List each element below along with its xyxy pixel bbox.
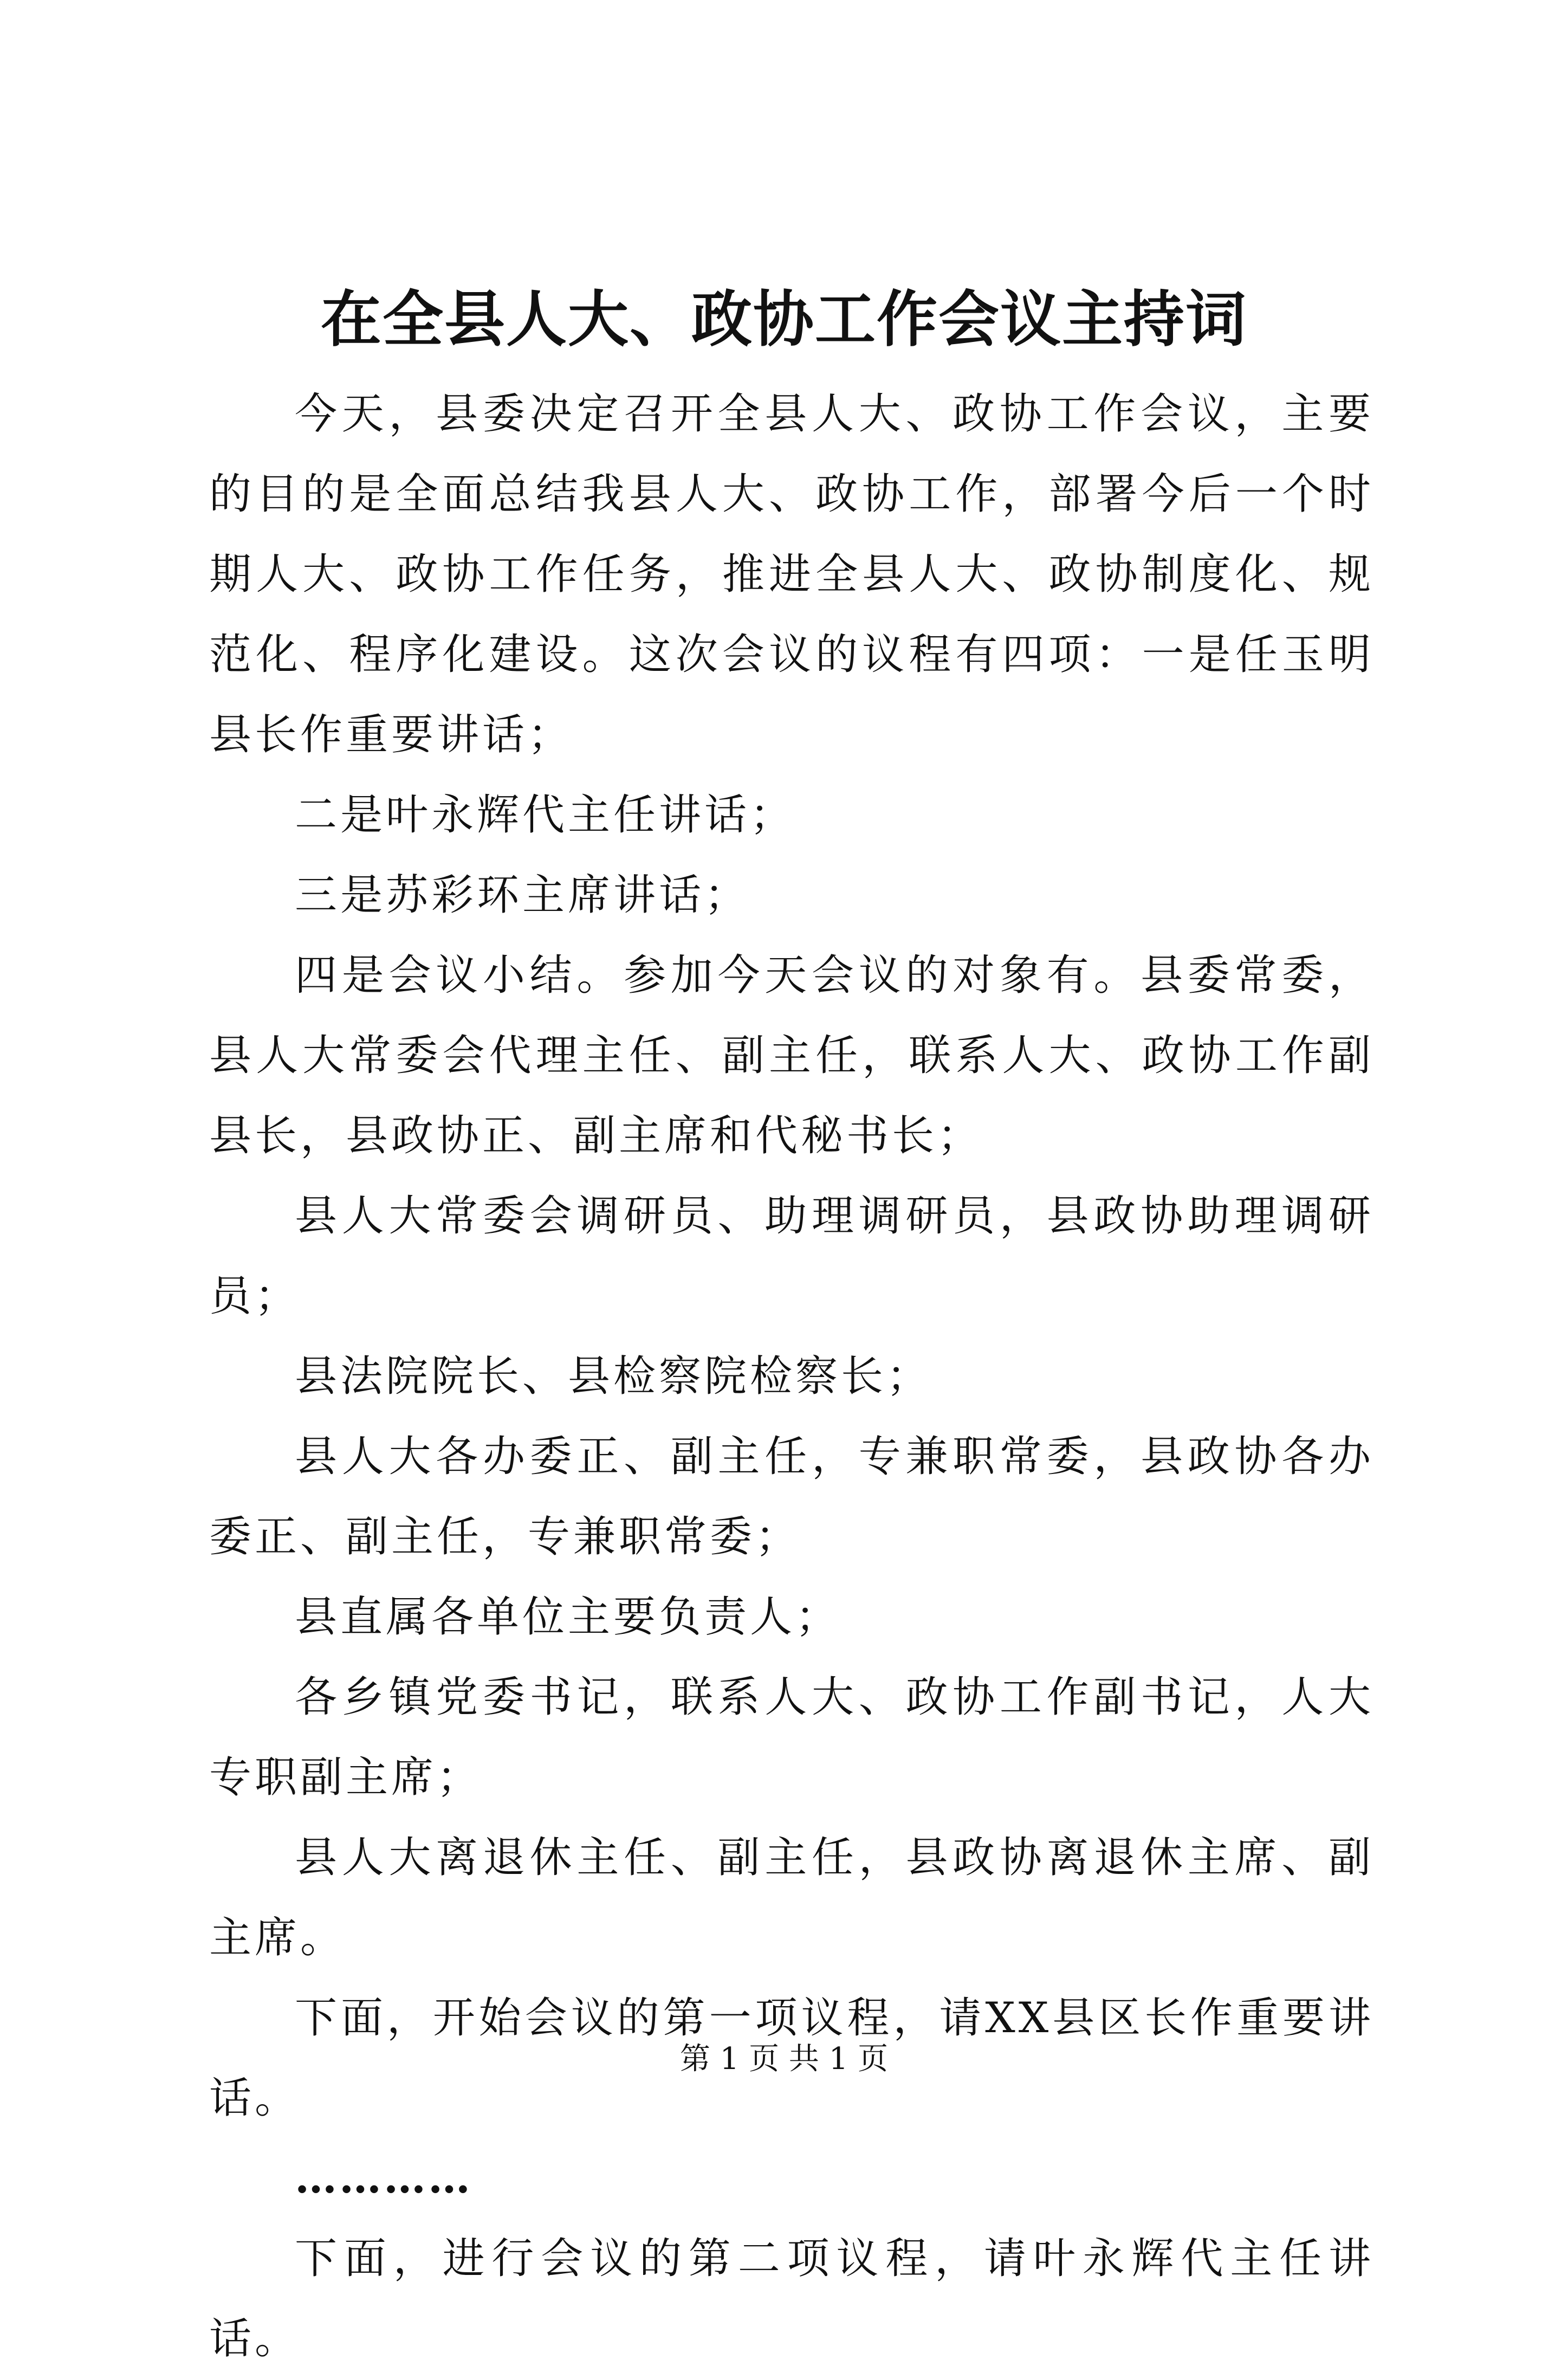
paragraph: 三是苏彩环主席讲话； [295, 871, 750, 920]
ellipsis-paragraph: ………… [295, 2154, 472, 2203]
page-footer: 第 1 页 共 1 页 [679, 2041, 889, 2077]
paragraph: 县法院院长、县检察院检察长； [295, 1352, 932, 1401]
paragraph: 二是叶永辉代主任讲话； [295, 791, 796, 839]
document-title: 在全县人大、政协工作会议主持词 [321, 284, 1247, 355]
paragraph: 县人大常委会调研员、助理调研员，县政协助理调研员； [209, 1192, 1374, 1321]
paragraph: 县直属各单位主要负责人； [295, 1593, 841, 1641]
paragraph: 县人大各办委正、副主任，专兼职常委，县政协各办委正、副主任，专兼职常委； [209, 1432, 1374, 1561]
paragraph: 下面，进行会议的第二项议程，请叶永辉代主任讲话。 [209, 2234, 1374, 2363]
paragraph: 各乡镇党委书记，联系人大、政协工作副书记，人大专职副主席； [209, 1673, 1374, 1802]
paragraph: 今天，县委决定召开全县人大、政协工作会议，主要的目的是全面总结我县人大、政协工作，部署今后一个时期人大、政协工作任务，推进全县人大、政协制度化、规范化、程序化建设。这次会议的议程有四项：一是任玉明县长作重要讲话； [209, 390, 1374, 759]
paragraph: 县人大离退休主任、副主任，县政协离退休主席、副主席。 [209, 1833, 1374, 1962]
paragraph: 四是会议小结。参加今天会议的对象有。县委常委，县人大常委会代理主任、副主任，联系人大、政协工作副县长，县政协正、副主席和代秘书长； [209, 951, 1374, 1160]
paragraph: 下面，开始会议的第一项议程，请XX县区长作重要讲话。 [209, 1994, 1374, 2123]
